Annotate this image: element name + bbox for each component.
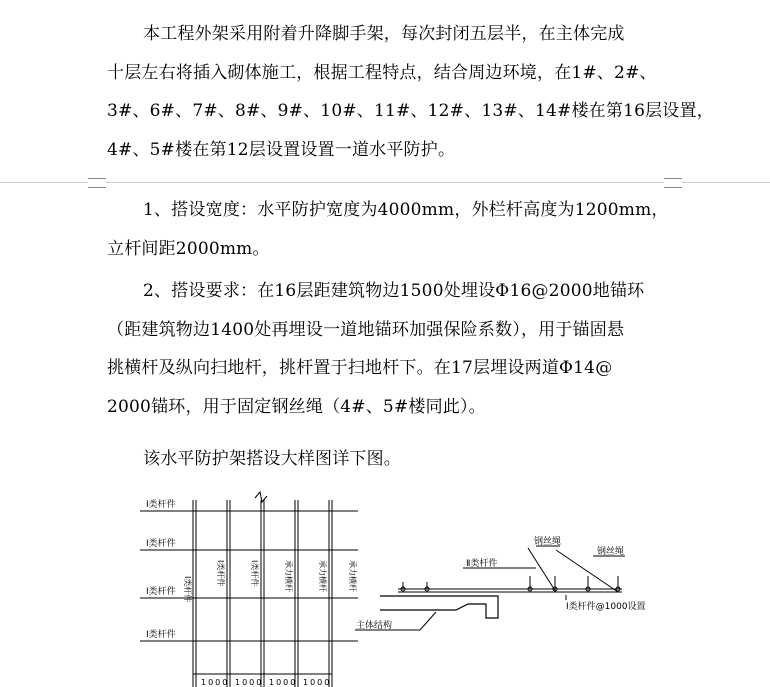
text-line: 2000锚环，用于固定钢丝绳（4#、5#楼同此）。 — [107, 396, 486, 417]
plan-column-label: Ⅰ类杆件 — [216, 560, 225, 587]
text-line: 立杆间距2000mm。 — [107, 238, 270, 259]
section-label-structure: 主体结构 — [356, 621, 393, 631]
plan-row-label: Ⅰ类杆件 — [146, 587, 176, 597]
leader-line — [420, 612, 436, 630]
text-line: 1、搭设宽度：水平防护宽度为4000mm，外栏杆高度为1200mm， — [143, 200, 669, 220]
scaffold-detail-figure — [0, 488, 770, 687]
text-line: 挑横杆及纵向扫地杆，挑杆置于扫地杆下。在17层埋设两道Φ14@ — [107, 358, 613, 378]
page-break-line — [0, 182, 770, 183]
text-line: 2、搭设要求：在16层距建筑物边1500处埋设Φ16@2000地锚环 — [143, 281, 645, 301]
wire-rope — [528, 548, 556, 592]
dimension-label: 1000 — [235, 678, 264, 687]
paragraph-3 — [107, 272, 667, 426]
text-line: 十层左右将插入砌体施工，根据工程特点，结合周边环境，在1#、2#、 — [107, 62, 657, 83]
plan-column-label: 承力横杆 — [318, 560, 327, 592]
page-break-marker-right — [664, 178, 682, 188]
text-line: 3#、6#、7#、8#、9#、10#、11#、12#、13#、14#楼在第16层设置， — [107, 101, 714, 121]
page-break — [0, 178, 770, 188]
dimension-label: 1000 — [201, 678, 230, 687]
plan-column-label: 承力横杆 — [348, 560, 357, 592]
section-label-type2: Ⅱ类杆件 — [466, 559, 498, 569]
dimension-label: 1000 — [303, 678, 332, 687]
page-break-marker-left — [88, 178, 106, 188]
plan-row-label: Ⅰ类杆件 — [146, 630, 176, 640]
text-line: 4#、5#楼在第12层设置设置一道水平防护。 — [107, 139, 456, 160]
paragraph-4 — [107, 440, 667, 479]
text-line: （距建筑物边1400处再埋设一道地锚环加强保险系数），用于锚固悬 — [107, 319, 625, 340]
section-label-wire-2: 钢丝绳 — [597, 547, 625, 557]
paragraph-2 — [107, 191, 667, 268]
paragraph-1 — [107, 15, 714, 169]
text-line: 该水平防护架搭设大样图详下图。 — [143, 449, 401, 469]
plan-column-label: Ⅰ类杆件 — [250, 560, 259, 587]
main-structure-slab — [380, 596, 498, 618]
plan-column-label: 承力横杆 — [284, 560, 293, 592]
plan-row-label: Ⅰ类杆件 — [146, 539, 176, 549]
plan-row-label: Ⅰ类杆件 — [146, 500, 176, 510]
plan-column-label: Ⅰ类杆件 — [183, 576, 192, 603]
section-label-wire-1: 钢丝绳 — [534, 537, 562, 547]
text-line: 本工程外架采用附着升降脚手架，每次封闭五层半，在主体完成 — [143, 24, 625, 44]
section-label-type1-spacing: Ⅰ类杆件@1000设置 — [566, 602, 646, 612]
dimension-label: 1000 — [269, 678, 298, 687]
